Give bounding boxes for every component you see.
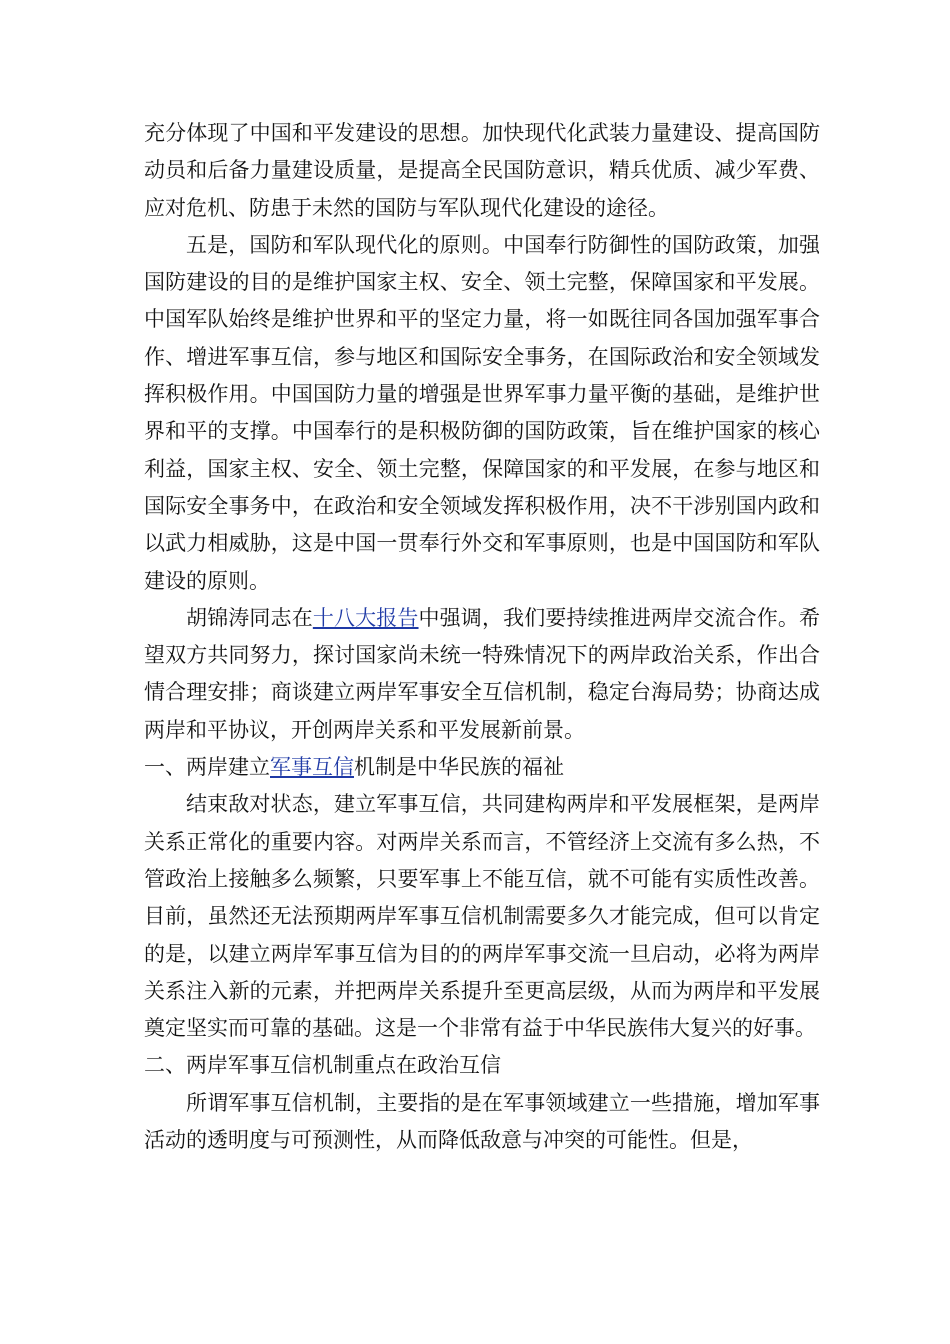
- paragraph-1: 充分体现了中国和平发建设的思想。加快现代化武装力量建设、提高国防动员和后备力量建设质量，是提高全民国防意识，精兵优质、减少军费、应对危机、防患于未然的国防与军队现代化建设的途径。: [144, 121, 820, 220]
- heading-1-text-after: 机制是中华民族的福祉: [354, 755, 564, 780]
- heading-1-text-before: 一、两岸建立: [144, 755, 270, 780]
- section-heading-1: [144, 749, 820, 786]
- paragraph-3-text-after: 中强调，我们要持续推进两岸交流合作。希望双方共同努力，探讨国家尚未统一特殊情况下的两岸政治关系，作出合情合理安排；商谈建立两岸军事安全互信机制，稳定台海局势；协商达成两岸和平协议，开创两岸关系和平发展新前景。: [144, 605, 821, 742]
- document-body: [144, 115, 820, 1159]
- link-18th-congress-report[interactable]: 十八大报告: [312, 605, 419, 630]
- link-military-mutual-trust[interactable]: 军事互信: [270, 755, 354, 780]
- section-heading-2: 二、两岸军事互信机制重点在政治互信: [144, 1053, 501, 1078]
- paragraph-2: 五是，国防和军队现代化的原则。中国奉行防御性的国防政策，加强国防建设的目的是维护国家主权、安全、领土完整，保障国家和平发展。中国军队始终是维护世界和平的坚定力量，将一如既往同各国加强军事合作、增进军事互信，参与地区和国际安全事务，在国际政治和安全领域发挥积极作用。中国国防力量的增强是世界军事力量平衡的基础，是维护世界和平的支撑。中国奉行的是积极防御的国防政策，旨在维护国家的核心利益，国家主权、安全、领土完整，保障国家的和平发展，在参与地区和国际安全事务中，在政治和安全领域发挥积极作用，决不干涉别国内政和以武力相威胁，这是中国一贯奉行外交和军事原则，也是中国国防和军队建设的原则。: [144, 232, 820, 593]
- paragraph-3: [144, 600, 820, 749]
- paragraph-5: 所谓军事互信机制，主要指的是在军事领域建立一些措施，增加军事活动的透明度与可预测性，从而降低敌意与冲突的可能性。但是，: [144, 1090, 820, 1153]
- paragraph-3-text-before: 胡锦涛同志在: [186, 605, 313, 630]
- paragraph-4: 结束敌对状态，建立军事互信，共同建构两岸和平发展框架，是两岸关系正常化的重要内容。对两岸关系而言，不管经济上交流有多么热，不管政治上接触多么频繁，只要军事上不能互信，就不可能有实质性改善。目前，虽然还无法预期两岸军事互信机制需要多久才能完成，但可以肯定的是，以建立两岸军事互信为目的的两岸军事交流一旦启动，必将为两岸关系注入新的元素，并把两岸关系提升至更高层级，从而为两岸和平发展奠定坚实而可靠的基础。这是一个非常有益于中华民族伟大复兴的好事。: [144, 792, 820, 1041]
